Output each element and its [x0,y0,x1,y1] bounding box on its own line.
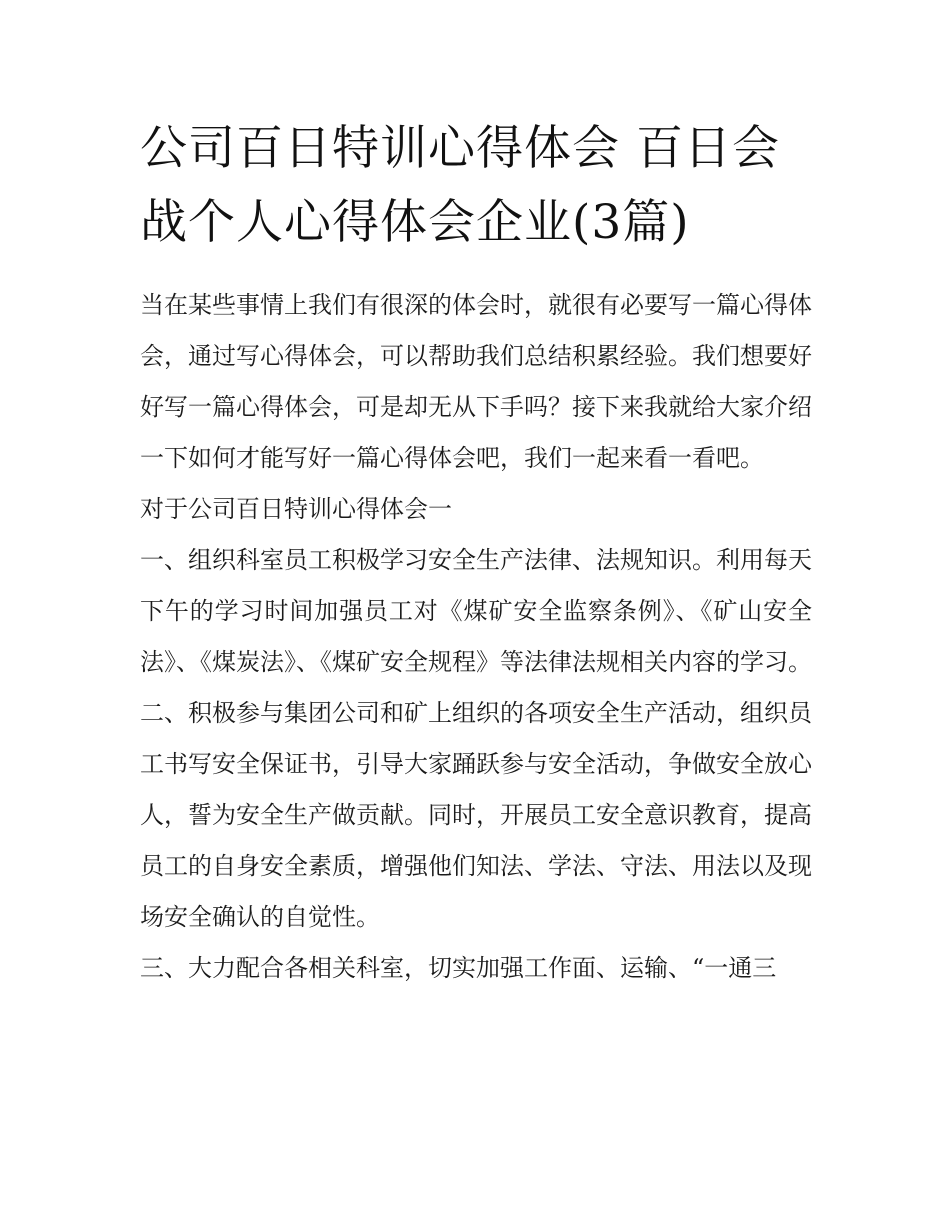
document-body [140,280,812,994]
body-paragraph: 一、组织科室员工积极学习安全生产法律、法规知识。利用每天下午的学习时间加强员工对《煤矿安全监察条例》、《矿山安全法》、《煤炭法》、《煤矿安全规程》等法律法规相关内容的学习。 [140,546,812,676]
body-paragraph: 二、积极参与集团公司和矿上组织的各项安全生产活动，组织员工书写安全保证书，引导大家踊跃参与安全活动，争做安全放心人，誓为安全生产做贡献。同时，开展员工安全意识教育，提高员工的自身安全素质，增强他们知法、学法、守法、用法以及现场安全确认的自觉性。 [140,699,812,931]
document-title: 公司百日特训心得体会 百日会战个人心得体会企业(3篇) [140,121,780,250]
section-heading: 对于公司百日特训心得体会一 [140,495,452,523]
intro-paragraph: 当在某些事情上我们有很深的体会时，就很有必要写一篇心得体会，通过写心得体会，可以帮助我们总结积累经验。我们想要好好写一篇心得体会，可是却无从下手吗？接下来我就给大家介绍一下如何才能写好一篇心得体会吧，我们一起来看一看吧。 [140,291,812,472]
body-paragraph: 三、大力配合各相关科室，切实加强工作面、运输、“一通三 [140,954,777,982]
